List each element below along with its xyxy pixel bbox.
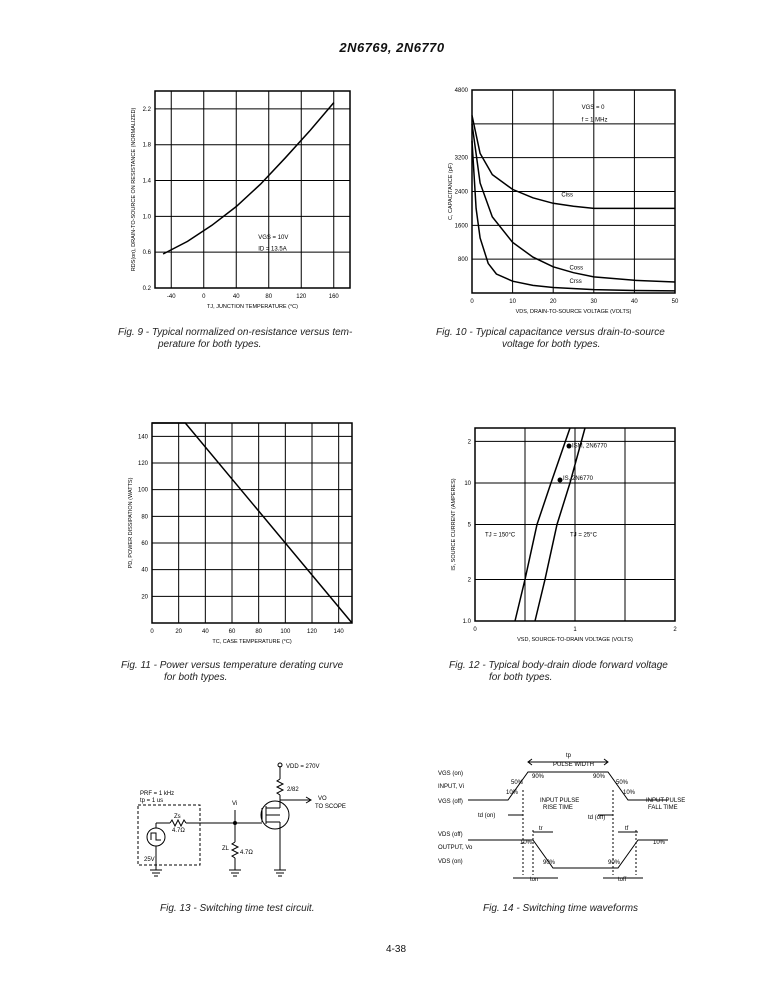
input-fall-label: INPUT PULSE (646, 798, 686, 804)
fig10-caption-line1: Fig. 10 - Typical capacitance versus drain-to-source (436, 327, 665, 338)
x-tick-label: 10 (509, 299, 516, 305)
series-line (152, 423, 352, 623)
tp-label: tp (566, 753, 572, 759)
zl-label: ZL (222, 846, 230, 852)
input-10pct-fall-label: 10% (623, 790, 636, 796)
fig13-caption: Fig. 13 - Switching time test circuit. (160, 903, 315, 914)
annotation-label: TJ = 25°C (570, 532, 597, 539)
y-tick-label: 2 (467, 439, 471, 446)
y-tick-label: 2 (467, 577, 471, 584)
rl-label: 2/82 (287, 787, 299, 793)
fig9-caption-line2: perature for both types. (158, 339, 262, 350)
fig14-waveforms (438, 750, 708, 885)
y-tick-label: 800 (457, 257, 468, 264)
x-tick-label: 0 (202, 294, 206, 300)
tf-label: tf (625, 826, 629, 832)
y-axis-label: PD, POWER DISSIPATION (WATTS) (128, 477, 134, 569)
x-axis-label: TC, CASE TEMPERATURE (°C) (212, 639, 292, 645)
x-tick-label: 40 (201, 629, 209, 635)
input-rise-label: INPUT PULSE (540, 798, 580, 804)
fig10-chart (440, 84, 690, 324)
x-axis-label: TJ, JUNCTION TEMPERATURE (°C) (207, 304, 298, 310)
y-tick-label: 10 (464, 480, 471, 487)
data-point (558, 478, 563, 483)
y-tick-label: 1.8 (142, 142, 151, 149)
input-10pct-label: 10% (506, 790, 519, 796)
y-tick-label: 1.0 (462, 619, 471, 625)
ton-label: ton (530, 877, 539, 883)
zs-resistor (170, 820, 186, 826)
x-tick-label: 0 (150, 629, 154, 635)
vi-label: Vi (232, 801, 238, 807)
vgs-on-label: VGS (on) (438, 771, 464, 777)
x-tick-label: 20 (549, 299, 557, 305)
output-10pct-label: 10% (520, 840, 533, 846)
output-10pct-rise-label: 10% (653, 840, 666, 846)
annotation-label: f = 1 MHz (581, 117, 608, 124)
output-waveform (468, 840, 668, 868)
y-tick-label: 2400 (454, 189, 468, 196)
td-on-label: td (on) (478, 813, 496, 819)
x-tick-label: 120 (306, 629, 318, 635)
series-label: Coss (569, 265, 584, 272)
x-tick-label: 60 (228, 629, 236, 635)
fig10-caption-line2: voltage for both types. (502, 339, 601, 350)
x-tick-label: 80 (265, 294, 273, 300)
x-tick-label: -40 (166, 294, 176, 300)
to-scope-label: TO SCOPE (315, 804, 346, 810)
annotation-label: VGS = 0 (581, 105, 605, 112)
x-tick-label: 100 (280, 629, 291, 635)
plot-frame (155, 91, 350, 288)
x-tick-label: 40 (631, 299, 638, 305)
page-header: 2N6769, 2N6770 (339, 40, 445, 55)
plot-frame (152, 423, 352, 623)
input-waveform (468, 772, 668, 800)
x-tick-label: 50 (671, 299, 679, 305)
y-axis-label: RDS(on), DRAIN-TO-SOURCE ON RESISTANCE (NORMALIZED) (131, 107, 137, 272)
x-tick-label: 30 (590, 299, 598, 305)
fig11-caption-line2: for both types. (164, 672, 228, 683)
annotation-label: ISM, 2N6770 (572, 443, 608, 450)
y-tick-label: 3200 (454, 155, 468, 162)
output-vo-label: OUTPUT, Vo (438, 845, 473, 851)
fig12-caption-line1: Fig. 12 - Typical body-drain diode forward voltage (449, 660, 668, 671)
fig9-chart (110, 88, 360, 328)
y-tick-label: 1600 (454, 223, 468, 230)
input-90pct-label: 90% (532, 774, 545, 780)
x-tick-label: 80 (255, 629, 263, 635)
rise-time-label: RISE TIME (543, 805, 573, 811)
y-tick-label: 2.2 (142, 106, 151, 113)
input-90pct-fall-label: 90% (593, 774, 606, 780)
x-tick-label: 2 (673, 627, 677, 633)
y-tick-label: 60 (141, 541, 148, 547)
input-vi-label: INPUT, Vi (438, 784, 464, 790)
fall-time-label: FALL TIME (648, 805, 678, 811)
series-line (472, 124, 675, 282)
vgs-off-label: VGS (off) (438, 799, 463, 805)
y-axis-label: IS, SOURCE CURRENT (AMPERES) (451, 478, 457, 571)
zs-value-label: 4.7Ω (172, 828, 185, 834)
y-tick-label: 100 (137, 487, 148, 494)
y-tick-label: 0.6 (142, 250, 151, 257)
vds-on-label: VDS (on) (438, 859, 463, 865)
y-tick-label: 1.4 (142, 178, 151, 185)
x-tick-label: 0 (470, 299, 474, 305)
fig12-caption-line2: for both types. (489, 672, 553, 683)
input-50pct-fall-label: 50% (616, 780, 629, 786)
x-axis-label: VDS, DRAIN-TO-SOURCE VOLTAGE (VOLTS) (515, 309, 632, 315)
vds-off-label: VDS (off) (438, 832, 463, 838)
x-tick-label: 1 (573, 627, 577, 633)
y-tick-label: 1.0 (142, 214, 151, 221)
td-off-label: td (off) (588, 815, 606, 821)
zl-value-label: 4.7Ω (240, 850, 253, 856)
fig12-chart (440, 420, 690, 645)
rl-resistor (277, 779, 283, 795)
annotation-label: ID = 13.5A (258, 246, 287, 253)
annotation-label: IS, 2N6770 (563, 476, 594, 483)
x-tick-label: 0 (473, 627, 477, 633)
y-tick-label: 0.2 (142, 286, 151, 292)
output-90pct-label: 90% (543, 860, 556, 866)
pulse-width-label: PULSE WIDTH (553, 762, 595, 768)
y-tick-label: 4800 (454, 88, 468, 94)
fig14-caption: Fig. 14 - Switching time waveforms (483, 903, 639, 914)
output-90pct-rise-label: 90% (608, 860, 621, 866)
toff-label: toff (618, 877, 627, 883)
annotation-label: VGS = 10V (258, 234, 289, 241)
x-tick-label: 160 (328, 294, 339, 300)
series-line (163, 103, 334, 254)
x-tick-label: 40 (232, 294, 240, 300)
series-label: Ciss (561, 192, 573, 199)
fig11-caption-line1: Fig. 11 - Power versus temperature derating curve (121, 660, 344, 671)
y-tick-label: 120 (137, 461, 148, 467)
vdd-label: VDD = 270V (286, 764, 320, 770)
input-50pct-label: 50% (511, 780, 524, 786)
x-axis-label: VSD, SOURCE-TO-DRAIN VOLTAGE (VOLTS) (517, 637, 633, 643)
x-tick-label: 120 (296, 294, 307, 300)
y-tick-label: 5 (467, 522, 471, 529)
vo-label: VO (318, 796, 327, 802)
data-point (567, 444, 572, 449)
annotation-label: TJ = 150°C (485, 532, 516, 539)
y-tick-label: 20 (141, 594, 148, 601)
series-label: Crss (569, 278, 582, 285)
series-line (472, 115, 675, 208)
y-tick-label: 140 (137, 434, 148, 441)
x-tick-label: 20 (175, 629, 183, 635)
y-tick-label: 40 (141, 567, 148, 574)
fig9-caption-line1: Fig. 9 - Typical normalized on-resistance versus tem- (118, 327, 353, 338)
x-tick-label: 140 (333, 629, 344, 635)
fig11-chart (120, 420, 360, 645)
y-tick-label: 80 (141, 514, 148, 521)
y-axis-label: C, CAPACITANCE (pF) (448, 163, 454, 220)
prf-label: PRF = 1 kHz (140, 791, 175, 797)
tp-label: tp = 1 us (140, 798, 164, 804)
fig13-circuit (130, 760, 360, 890)
generator-voltage-label: 25V (144, 857, 155, 863)
tr-label: tr (539, 826, 543, 832)
zl-resistor (232, 842, 238, 858)
zs-label: Zs (174, 814, 181, 820)
page-number: 4-38 (386, 944, 407, 955)
